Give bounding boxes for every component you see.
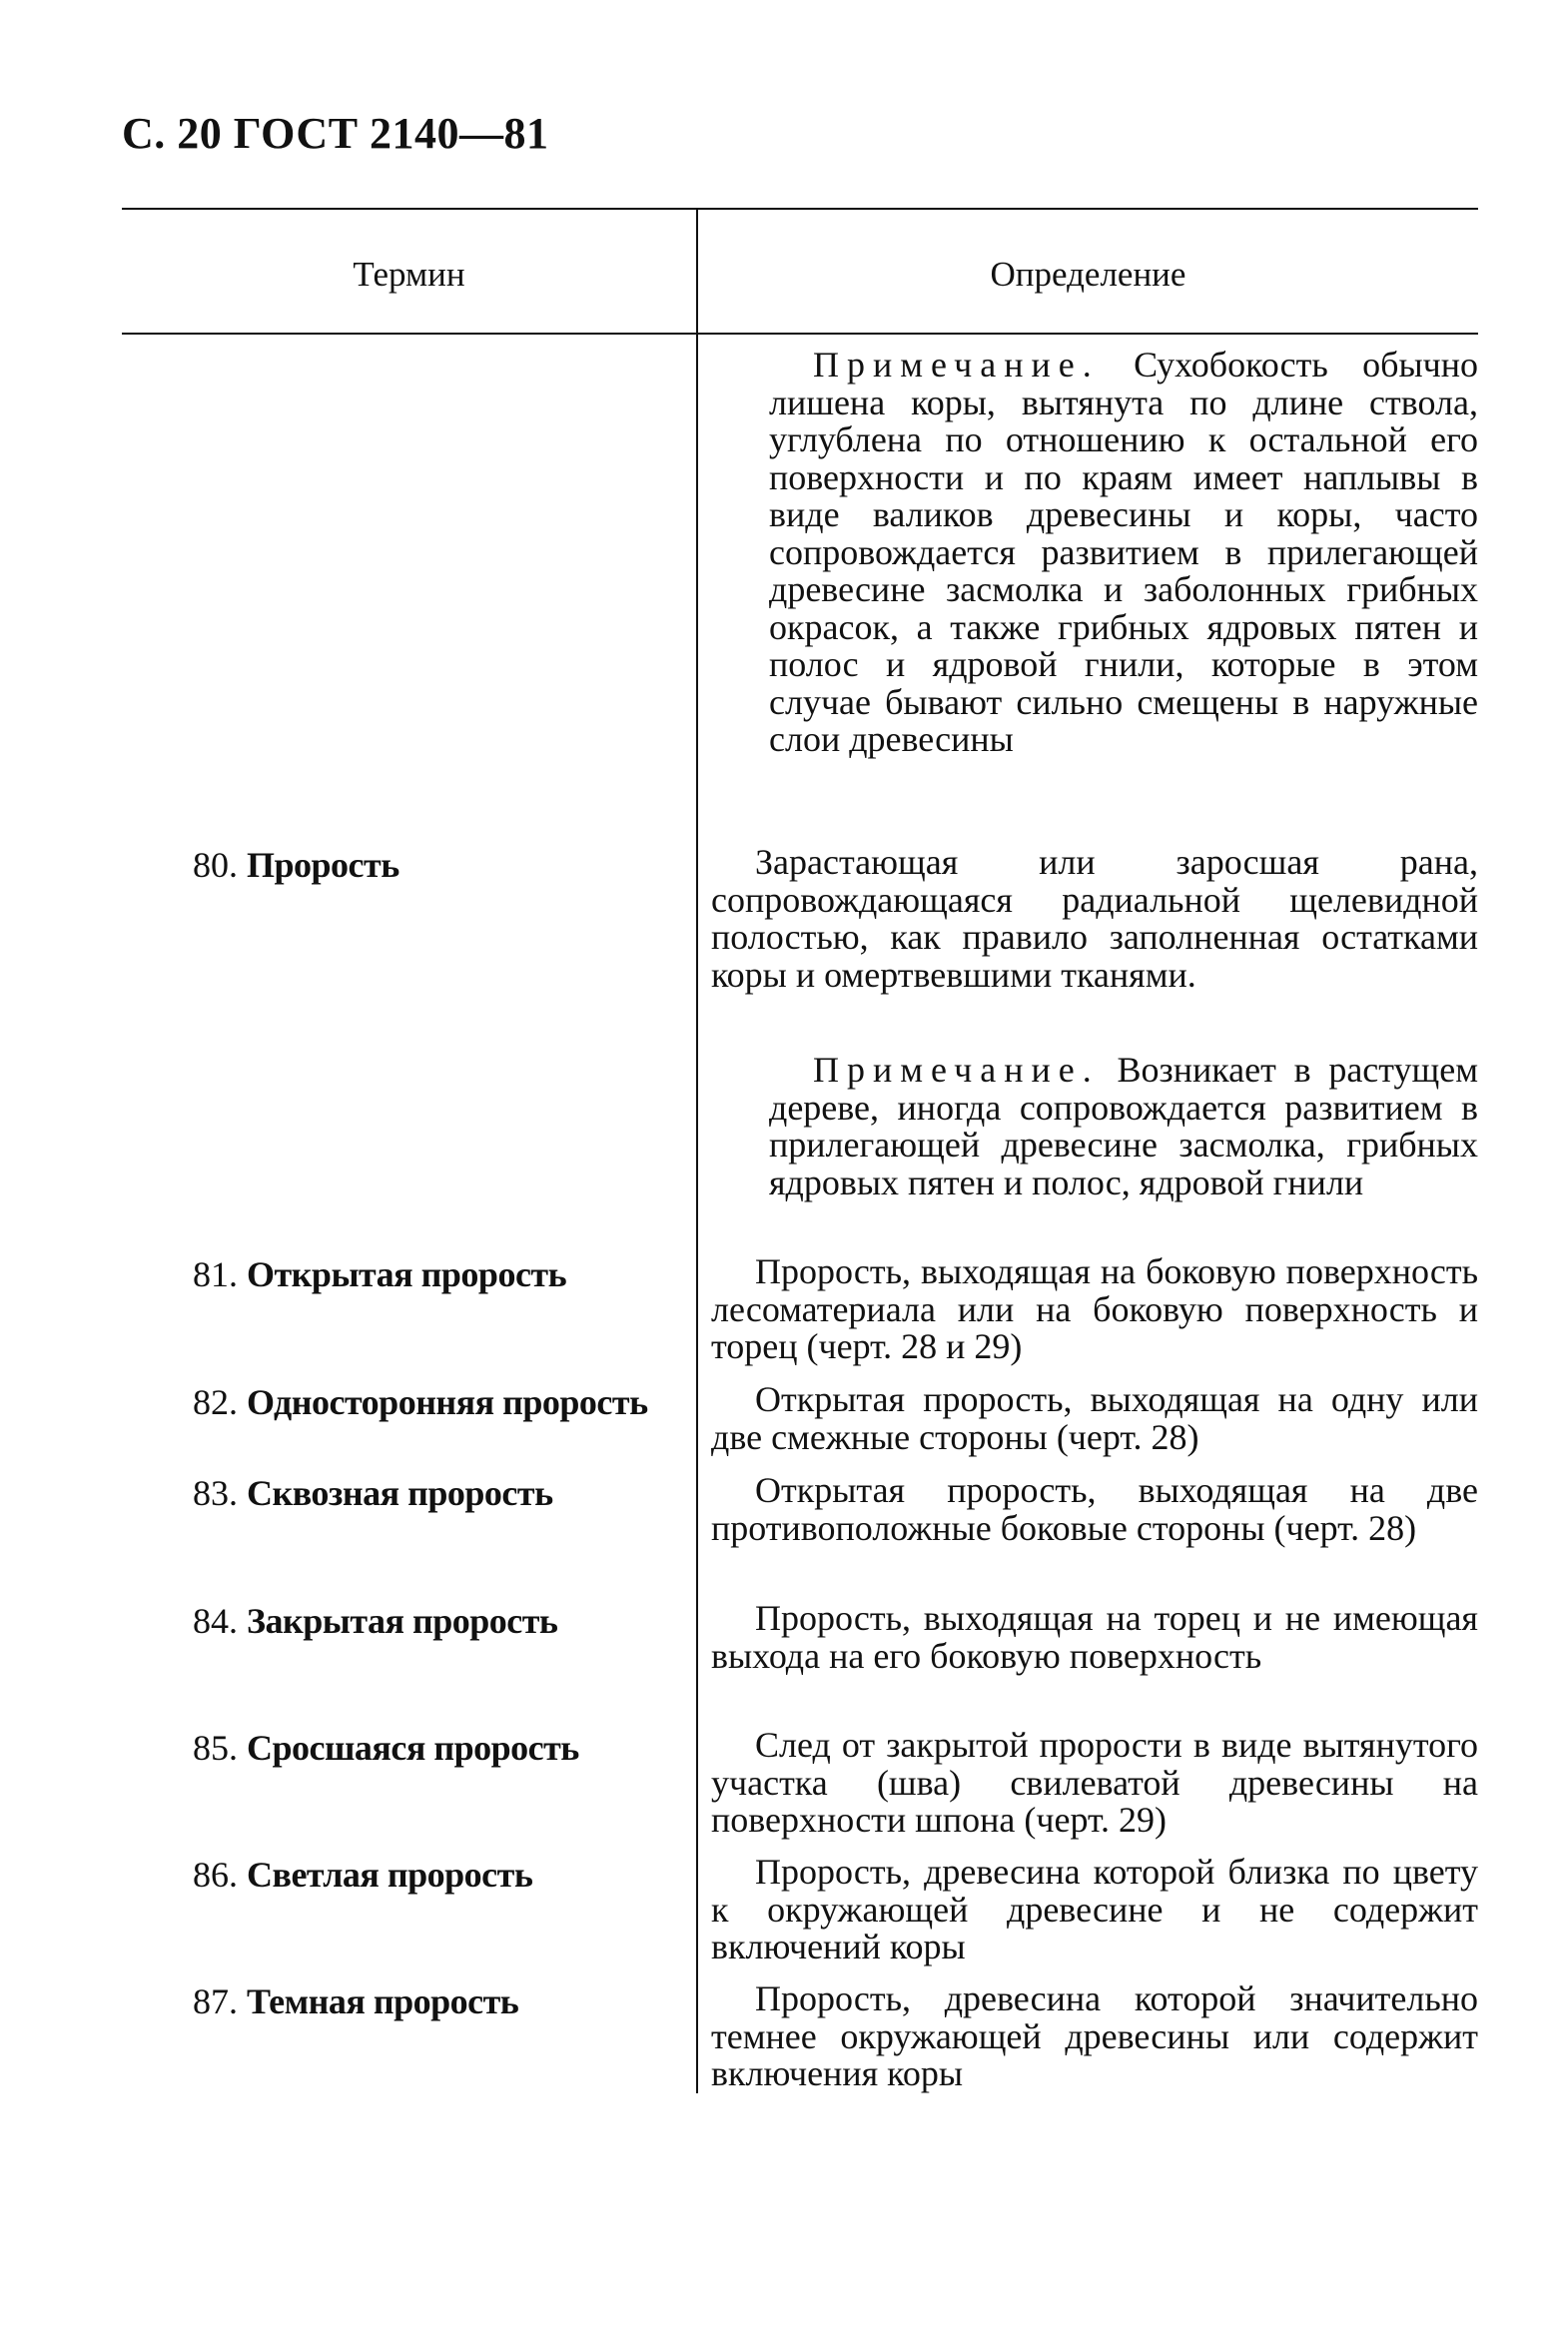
term-number: 83.: [193, 1473, 238, 1513]
term-number: 84.: [193, 1601, 238, 1641]
note-label: Примечание.: [813, 1050, 1100, 1090]
term-name: Открытая прорость: [247, 1254, 567, 1294]
column-header-definition: Определение: [990, 255, 1186, 294]
term-row: [160, 1253, 679, 1295]
term-number: 80.: [193, 845, 238, 885]
term-row: [160, 1600, 679, 1642]
term-definition: Прорость, древесина которой значительно темнее окружающей древесины или содержит включения коры: [711, 1978, 1478, 2093]
note-text: Возникает в растущем дереве, иногда сопровождается развитием в прилегающей древесине засмолка, грибных ядровых пятен и полос, ядровой гнили: [769, 1050, 1479, 1202]
term-definition: Прорость, выходящая на торец и не имеющая выхода на его боковую поверхность: [711, 1598, 1478, 1676]
term-name: Светлая прорость: [247, 1855, 533, 1895]
term-definition: Открытая прорость, выходящая на две противоположные боковые стороны (черт. 28): [711, 1470, 1478, 1548]
term-number: 87.: [193, 1981, 238, 2021]
term-name: Сквозная прорость: [247, 1473, 553, 1513]
table-top-rule: [122, 208, 1478, 210]
term-name: Темная прорость: [247, 1981, 519, 2021]
page-header: С. 20 ГОСТ 2140—81: [122, 109, 549, 158]
table-header-rule: [122, 333, 1478, 335]
term-definition: Прорость, древесина которой близка по цвету к окружающей древесине и не содержит включений коры: [711, 1852, 1478, 1966]
term-number: 81.: [193, 1254, 238, 1294]
column-header-term: Термин: [353, 255, 465, 294]
term-name: Прорость: [247, 845, 399, 885]
term-row: [160, 1980, 679, 2022]
term-number: 82.: [193, 1382, 238, 1422]
term-row: [160, 1727, 679, 1769]
term-definition: След от закрытой прорости в виде вытянутого участка (шва) свилеватой древесины на поверхности шпона (черт. 29): [711, 1725, 1478, 1840]
note-text: Сухобокость обычно лишена коры, вытянута по длине ствола, углублена по отношению к остальной его поверхности и по краям имеет наплывы в виде валиков древесины и коры, часто сопровождается развитием в прилегающей древесине засмолка и заболонных грибных окрасок, а также грибных ядровых пятен и полос и ядровой гнили, которые в этом случае бывают сильно смещены в наружные слои древесины: [769, 345, 1479, 759]
term-name: Сросшаяся прорость: [247, 1728, 579, 1768]
term-row: [160, 1472, 679, 1514]
term-number: 85.: [193, 1728, 238, 1768]
term-name: Закрытая прорость: [247, 1601, 558, 1641]
term-name: Односторонняя прорость: [247, 1382, 648, 1422]
term-number: 86.: [193, 1855, 238, 1895]
note-label: Примечание.: [813, 345, 1100, 385]
column-divider: [696, 208, 698, 2093]
term-row: [160, 1381, 679, 1423]
note-block: [769, 347, 1478, 759]
term-row: [160, 844, 679, 886]
term-row: [160, 1854, 679, 1896]
term-definition: Прорость, выходящая на боковую поверхность лесоматериала или на боковую поверхность и торец (черт. 28 и 29): [711, 1251, 1478, 1366]
term-definition: Зарастающая или заросшая рана, сопровождающаяся радиальной щелевидной полостью, как правило заполненная остатками коры и омертвевшими тканями.: [711, 842, 1478, 995]
term-definition: Открытая прорость, выходящая на одну или две смежные стороны (черт. 28): [711, 1379, 1478, 1457]
note-block: [769, 1052, 1478, 1201]
